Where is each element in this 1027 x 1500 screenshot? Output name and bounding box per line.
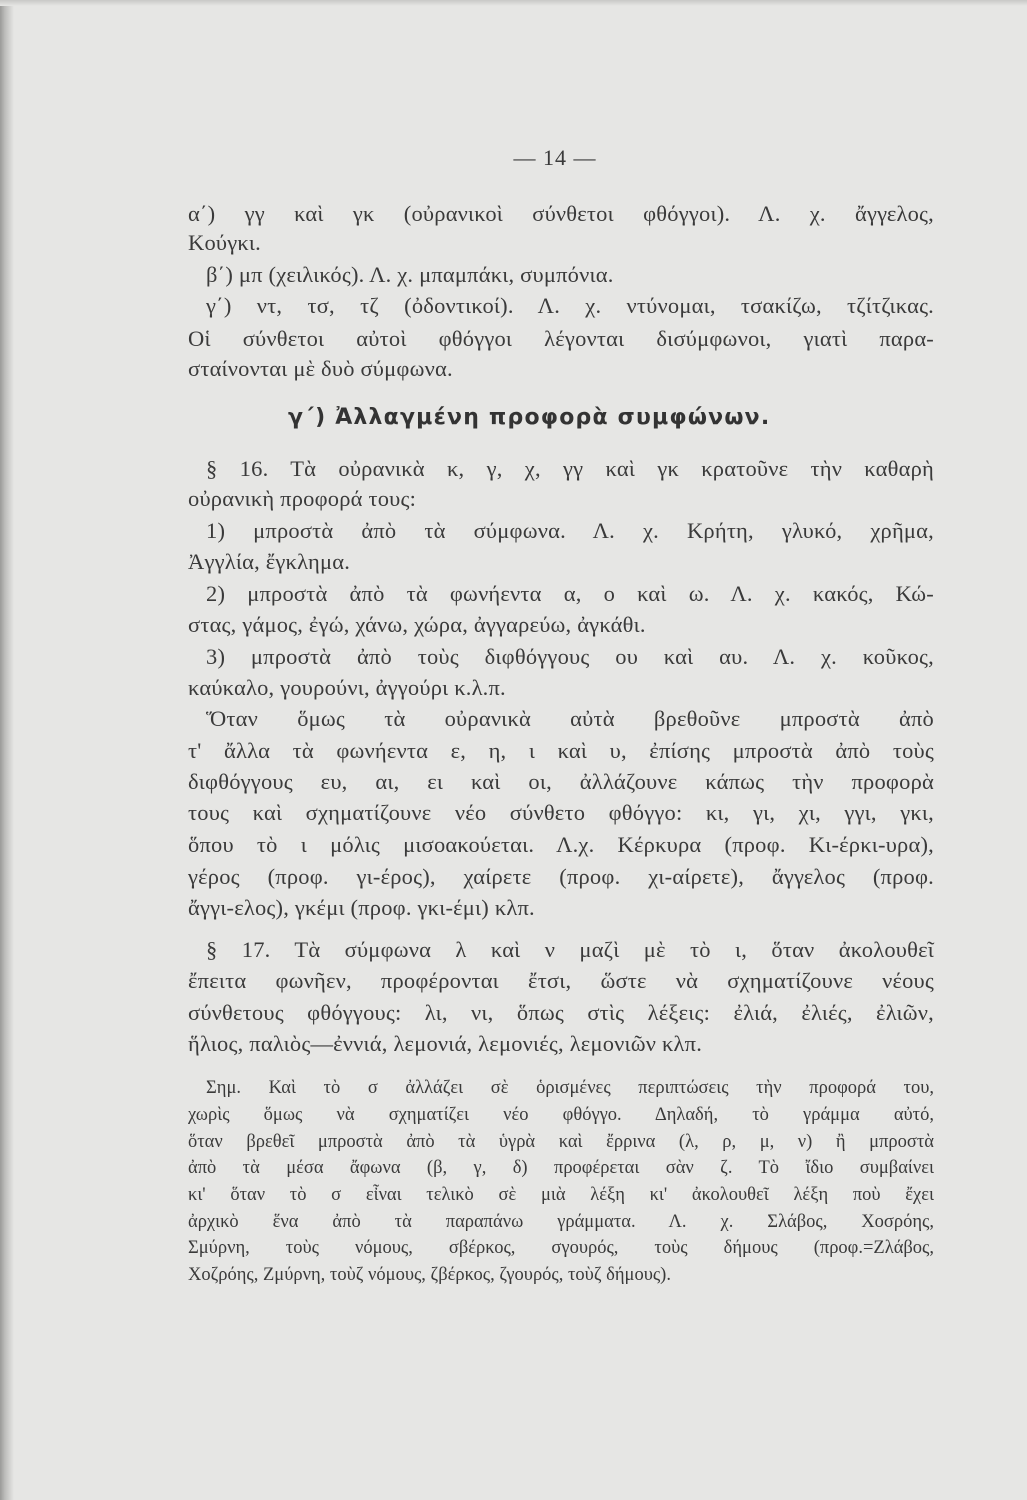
note-line: χωρὶς ὅμως νὰ σχηματίζει νέο φθόγγο. Δηλαδή, τὸ γράμμα αὐτό,	[188, 1105, 934, 1125]
text-line: σύνθετους φθόγγους: λι, νι, ὅπως στὶς λέξεις: ἐλιά, ἐλιές, ἐλιῶν,	[188, 1000, 934, 1025]
text-line: ἔπειτα φωνῆεν, προφέρονται ἔτσι, ὥστε νὰ σχηματίζουνε νέους	[188, 968, 934, 993]
text-line: ἥλιος, παλιὸς—ἐννιά, λεμονιά, λεμονιές, λεμονιῶν κλπ.	[188, 1031, 703, 1056]
text-line: 1) μπροστὰ ἀπὸ τὰ σύμφωνα. Λ. χ. Κρήτη, γλυκό, χρῆμα,	[206, 518, 934, 543]
page-edge-shadow	[0, 0, 14, 1500]
text-line: β΄) μπ (χειλικός). Λ. χ. μπαμπάκι, συμπόνια.	[206, 262, 614, 287]
page-number: — 14 —	[513, 145, 597, 170]
text-line: § 17. Τὰ σύμφωνα λ καὶ ν μαζὶ μὲ τὸ ι, ὅταν ἀκολουθεῖ	[206, 937, 934, 962]
text-line: τ' ἄλλα τὰ φωνήεντα ε, η, ι καὶ υ, ἐπίσης μπροστὰ ἀπὸ τοὺς	[188, 738, 934, 763]
text-line: ἄγγι-ελος), γκέμι (προφ. γκι-έμι) κλπ.	[188, 895, 535, 920]
text-line: οὐρανικὴ προφορά τους:	[188, 486, 417, 511]
text-line: α΄) γγ καὶ γκ (οὐρανικοὶ σύνθετοι φθόγγοι). Λ. χ. ἄγγελος,	[188, 201, 934, 226]
note-line: ἀπὸ τὰ μέσα ἄφωνα (β, γ, δ) προφέρεται σὰν ζ. Τὸ ἴδιο συμβαίνει	[188, 1158, 934, 1178]
note-line: ἀρχικὸ ἕνα ἀπὸ τὰ παραπάνω γράμματα. Λ. χ. Σλάβος, Χοσρόης,	[188, 1212, 934, 1232]
text-line: τους καὶ σχηματίζουνε νέο σύνθετο φθόγγο: κι, γι, χι, γγι, γκι,	[188, 800, 934, 825]
text-line: σταίνονται μὲ δυὸ σύμφωνα.	[188, 356, 453, 381]
note-line: Σημ. Καὶ τὸ σ ἀλλάζει σὲ ὁρισμένες περιπτώσεις τὴν προφορά του,	[206, 1078, 934, 1098]
text-line: Κούγκι.	[188, 230, 261, 255]
text-line: 3) μπροστὰ ἀπὸ τοὺς διφθόγγους ου καὶ αυ. Λ. χ. κοῦκος,	[206, 644, 934, 669]
text-line: § 16. Τὰ οὐρανικὰ κ, γ, χ, γγ καὶ γκ κρατοῦνε τὴν καθαρὴ	[206, 456, 934, 481]
page-top-shadow	[0, 0, 1027, 6]
text-line: γ΄) ντ, τσ, τζ (ὀδοντικοί). Λ. χ. ντύνομαι, τσακίζω, τζίτζικας.	[206, 293, 934, 318]
text-line: διφθόγγους ευ, αι, ει καὶ οι, ἀλλάζουνε κάπως τὴν προφορὰ	[188, 769, 934, 794]
text-line: γέρος (προφ. γι-έρος), χαίρετε (προφ. χι-αίρετε), ἄγγελος (προφ.	[188, 864, 934, 889]
text-line: καύκαλο, γουρούνι, ἀγγούρι κ.λ.π.	[188, 675, 506, 700]
text-line: 2) μπροστὰ ἀπὸ τὰ φωνήεντα α, ο καὶ ω. Λ. χ. κακός, Κώ-	[206, 581, 934, 606]
text-line: στας, γάμος, ἐγώ, χάνω, χώρα, ἀγγαρεύω, ἀγκάθι.	[188, 612, 646, 637]
note-line: ὅταν βρεθεῖ μπροστὰ ἀπὸ τὰ ὑγρὰ καὶ ἔρρινα (λ, ρ, μ, ν) ἢ μπροστὰ	[188, 1132, 934, 1152]
section-heading: γ΄) Ἀλλαγμένη προφορὰ συμφώνων.	[288, 405, 771, 430]
text-line: Οἱ σύνθετοι αὐτοὶ φθόγγοι λέγονται δισύμφωνοι, γιατὶ παρα-	[188, 326, 934, 351]
note-line: κι' ὅταν τὸ σ εἶναι τελικὸ σὲ μιὰ λέξη κι' ἀκολουθεῖ λέξη ποὺ ἔχει	[188, 1185, 934, 1205]
text-line: Ἀγγλία, ἔγκλημα.	[188, 549, 351, 574]
text-line: ὅπου τὸ ι μόλις μισοακούεται. Λ.χ. Κέρκυρα (προφ. Κι-έρκι-υρα),	[188, 832, 934, 857]
text-line: Ὅταν ὅμως τὰ οὐρανικὰ αὐτὰ βρεθοῦνε μπροστὰ ἀπὸ	[206, 706, 934, 731]
note-line: Σμύρνη, τοὺς νόμους, σβέρκος, σγουρός, τοὺς δήμους (προφ.=Ζλάβος,	[188, 1238, 934, 1258]
note-line: Χοζρόης, Ζμύρνη, τοὺζ νόμους, ζβέρκος, ζγουρός, τοὺζ δήμους).	[188, 1265, 671, 1285]
